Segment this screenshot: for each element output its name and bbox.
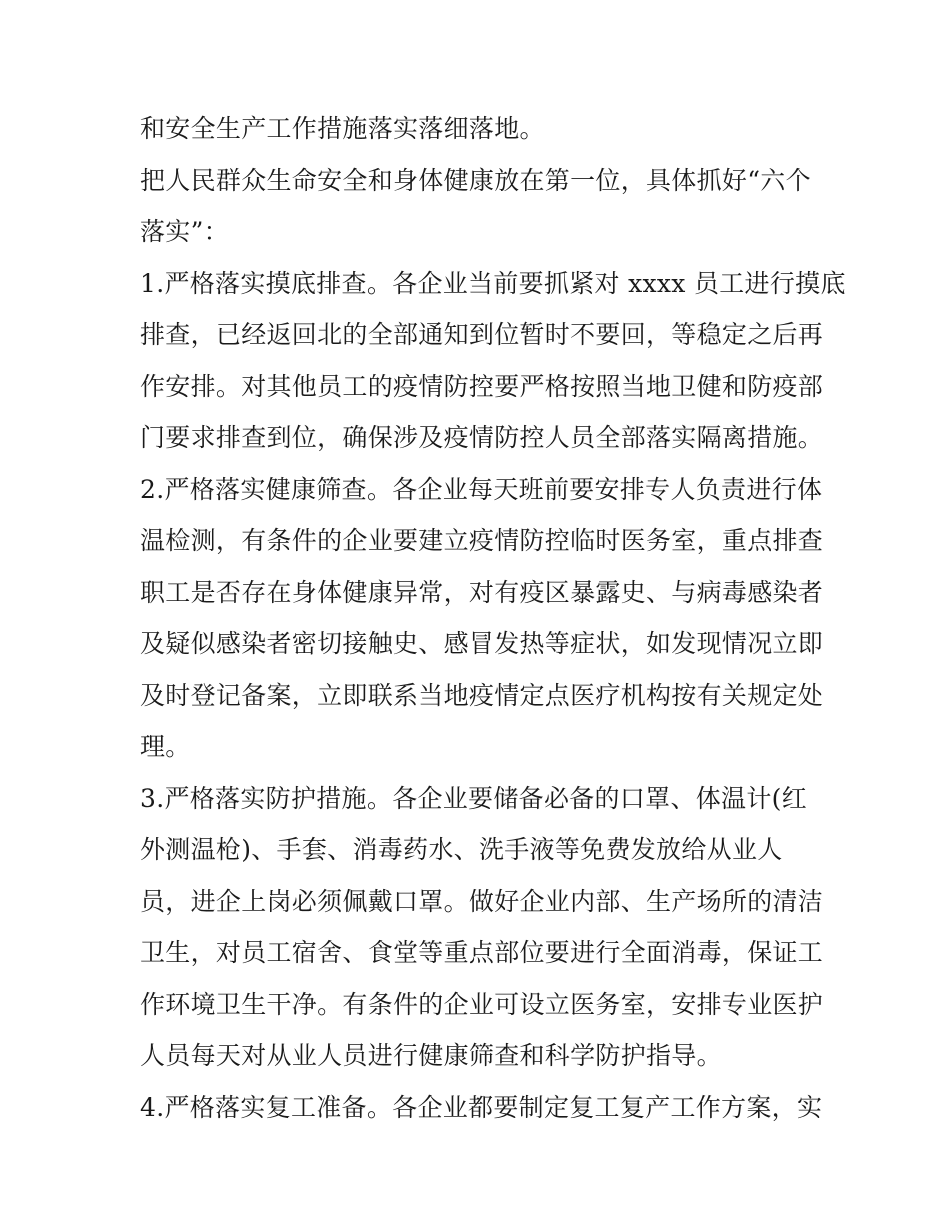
text-line: 温检测，有条件的企业要建立疫情防控临时医务室，重点排查 bbox=[140, 526, 824, 555]
text-line: 及疑似感染者密切接触史、感冒发热等症状，如发现情况立即 bbox=[140, 629, 824, 658]
text-line: 排查，已经返回北的全部通知到位暂时不要回，等稳定之后再 bbox=[140, 320, 824, 349]
text-line: 作安排。对其他员工的疫情防控要严格按照当地卫健和防疫部 bbox=[140, 371, 824, 401]
text-line: 1.严格落实摸底排查。各企业当前要抓紧对 xxxx 员工进行摸底 bbox=[140, 268, 846, 298]
text-line: 职工是否存在身体健康异常，对有疫区暴露史、与病毒感染者 bbox=[140, 577, 824, 607]
text-line: 作环境卫生干净。有条件的企业可设立医务室，安排专业医护 bbox=[140, 989, 824, 1019]
text-line: 人员每天对从业人员进行健康筛查和科学防护指导。 bbox=[140, 1041, 722, 1070]
text-line: 卫生，对员工宿舍、食堂等重点部位要进行全面消毒，保证工 bbox=[140, 938, 824, 967]
text-line: 外测温枪)、手套、消毒药水、洗手液等免费发放给从业人 bbox=[140, 835, 783, 864]
text-line: 门要求排查到位，确保涉及疫情防控人员全部落实隔离措施。 bbox=[140, 423, 824, 452]
text-line: 理。 bbox=[140, 732, 191, 761]
text-line: 4.严格落实复工准备。各企业都要制定复工复产工作方案，实 bbox=[140, 1092, 823, 1122]
text-line: 员，进企上岗必须佩戴口罩。做好企业内部、生产场所的清洁 bbox=[140, 886, 824, 916]
text-line: 把人民群众生命安全和身体健康放在第一位，具体抓好“六个 bbox=[140, 165, 811, 195]
text-line: 2.严格落实健康筛查。各企业每天班前要安排专人负责进行体 bbox=[140, 474, 823, 504]
text-line: 3.严格落实防护措施。各企业要储备必备的口罩、体温计(红 bbox=[140, 783, 808, 813]
text-line: 及时登记备案，立即联系当地疫情定点医疗机构按有关规定处 bbox=[140, 680, 824, 710]
text-line: 和安全生产工作措施落实落细落地。 bbox=[140, 114, 545, 143]
text-line: 落实”： bbox=[140, 217, 229, 246]
document-body bbox=[140, 103, 846, 1133]
